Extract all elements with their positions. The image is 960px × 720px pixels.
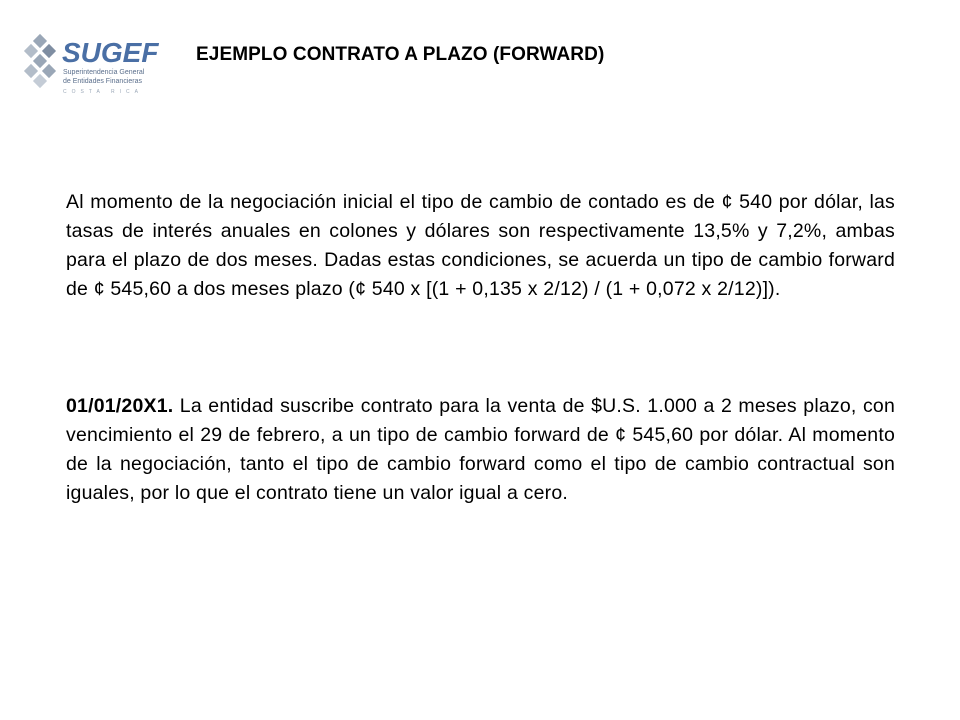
contract-text: La entidad suscribe contrato para la venta de $U.S. 1.000 a 2 meses plazo, con vencimiento el 29 de febrero, a un tipo de cambio forward de ¢ 545,60 por dólar. Al momento de la negociación, tanto el tipo de cambio forward como el tipo de cambio contractual son iguales, por lo que el contrato tiene un valor igual a cero. [66, 395, 895, 504]
logo-subtitle-1: Superintendencia General [63, 69, 145, 76]
page-title: EJEMPLO CONTRATO A PLAZO (FORWARD) [196, 44, 605, 65]
logo-name: SUGEF [62, 37, 159, 68]
contract-date: 01/01/20X1. [66, 395, 174, 417]
paragraph-negotiation: Al momento de la negociación inicial el tipo de cambio de contado es de ¢ 540 por dólar, las tasas de interés anuales en colones y dólares son respectivamente 13,5% y 7,2%, ambas para el plazo de dos meses. Dadas estas condiciones, se acuerda un tipo de cambio forward de ¢ 545,60 a dos meses plazo (¢ 540 x [(1 + 0,135 x 2/12) / (1 + 0,072 x 2/12)]). [66, 191, 895, 300]
logo-subtitle-2: de Entidades Financieras [63, 78, 142, 85]
sugef-logo [20, 30, 180, 110]
logo-diamonds-icon [24, 34, 56, 88]
sugef-logo-graphic [20, 30, 180, 110]
logo-tagline: COSTA RICA [63, 89, 143, 95]
paragraph-contract [66, 392, 895, 508]
